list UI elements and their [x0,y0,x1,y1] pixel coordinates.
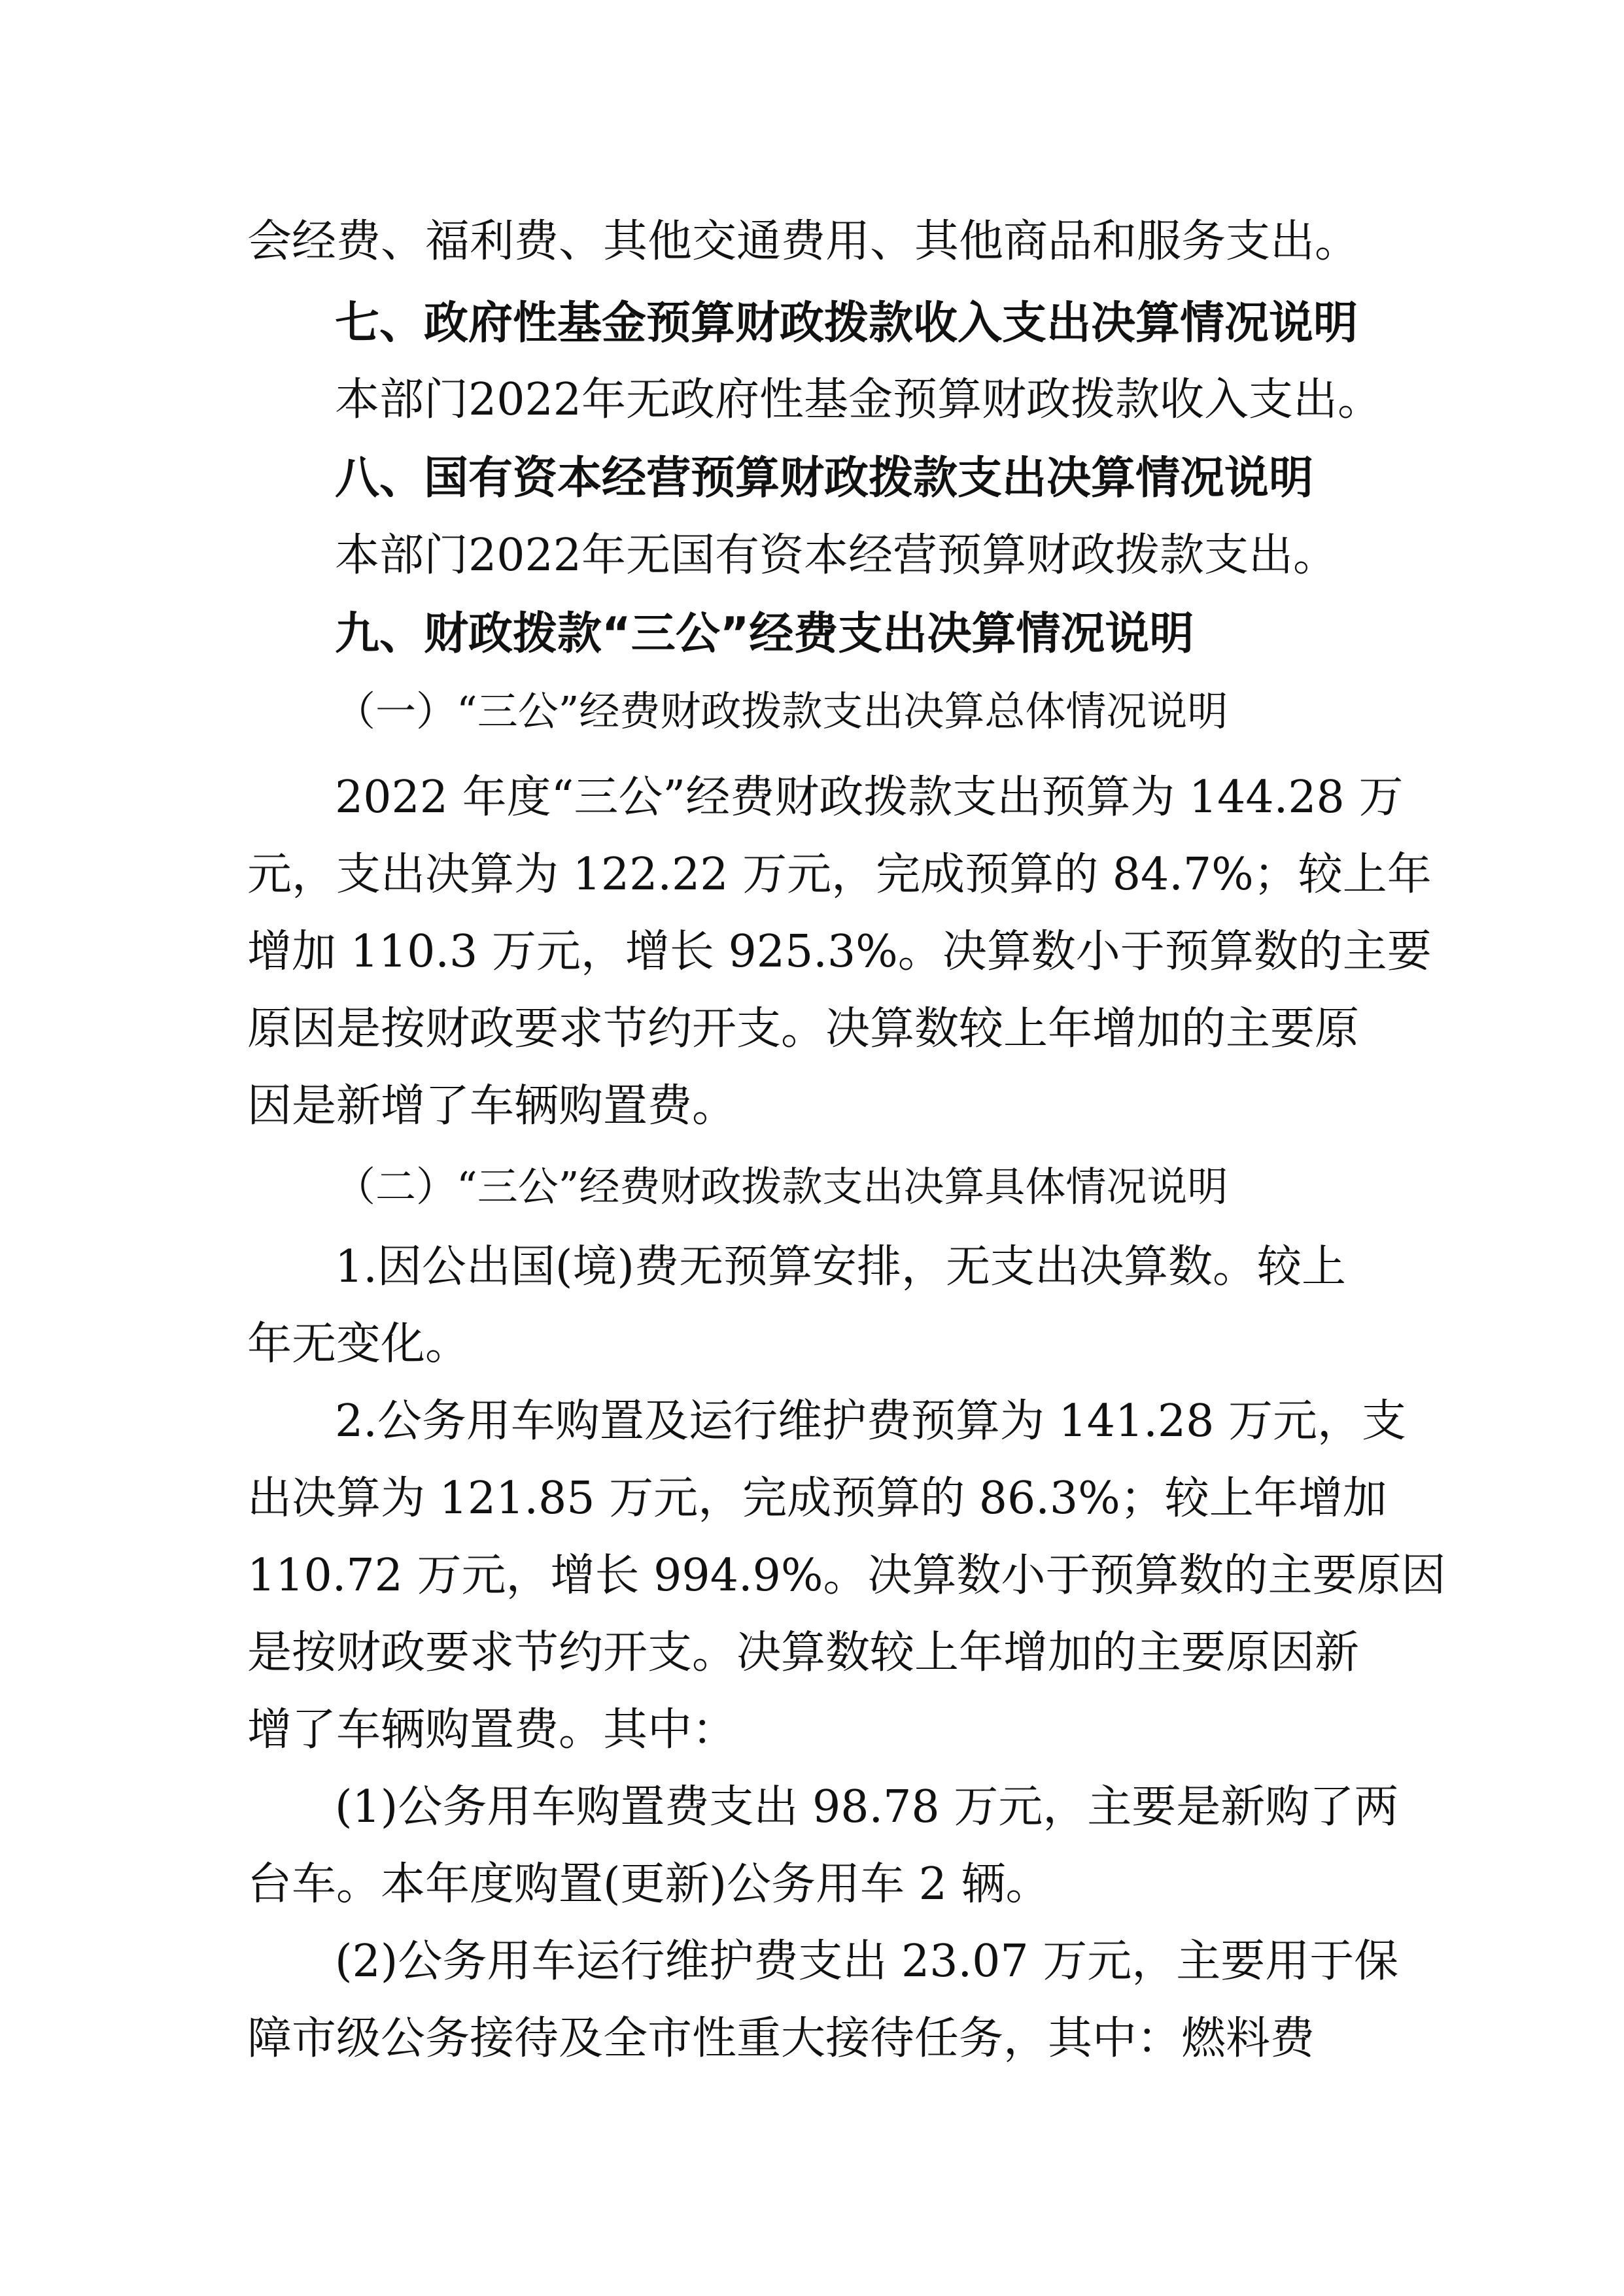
section-heading-8: 八、国有资本经营预算财政拨款支出决算情况说明 [335,453,1314,504]
section-heading-7: 七、政府性基金预算财政拨款收入支出决算情况说明 [335,298,1358,349]
body-text-line: 增了车辆购置费。其中： [247,1704,737,1756]
body-text-line: 出决算为 121.85 万元，完成预算的 86.3%；较上年增加 [247,1473,1387,1524]
subsection-heading-2: （二）“三公”经费财政拨款支出决算具体情况说明 [335,1163,1228,1210]
body-text-line: (2)公务用车运行维护费支出 23.07 万元，主要用于保 [335,1936,1399,1987]
body-text-line: 会经费、福利费、其他交通费用、其他商品和服务支出。 [247,216,1360,267]
section-heading-9: 九、财政拨款“三公”经费支出决算情况说明 [335,608,1194,660]
body-text-line: 本部门2022年无国有资本经营预算财政拨款支出。 [335,530,1338,581]
body-text-line: 1.因公出国(境)费无预算安排，无支出决算数。较上 [335,1241,1346,1293]
body-text-line: (1)公务用车购置费支出 98.78 万元，主要是新购了两 [335,1781,1399,1833]
body-text-line: 台车。本年度购置(更新)公务用车 2 辆。 [247,1859,1050,1910]
body-text-line: 110.72 万元，增长 994.9%。决算数小于预算数的主要原因 [247,1550,1446,1602]
subsection-heading-1: （一）“三公”经费财政拨款支出决算总体情况说明 [335,687,1228,735]
body-text-line: 2022 年度“三公”经费财政拨款支出预算为 144.28 万 [335,772,1404,823]
body-text-line: 障市级公务接待及全市性重大接待任务，其中：燃料费 [247,2013,1315,2065]
body-text-line: 本部门2022年无政府性基金预算财政拨款收入支出。 [335,374,1383,426]
body-text-line: 年无变化。 [247,1318,470,1370]
body-text-line: 2.公务用车购置及运行维护费预算为 141.28 万元，支 [335,1396,1407,1447]
body-text-line: 原因是按财政要求节约开支。决算数较上年增加的主要原 [247,1003,1360,1055]
body-text-line: 因是新增了车辆购置费。 [247,1080,737,1132]
body-text-line: 是按财政要求节约开支。决算数较上年增加的主要原因新 [247,1627,1360,1679]
body-text-line: 增加 110.3 万元，增长 925.3%。决算数小于预算数的主要 [247,926,1432,978]
body-text-line: 元，支出决算为 122.22 万元，完成预算的 84.7%；较上年 [247,849,1432,900]
